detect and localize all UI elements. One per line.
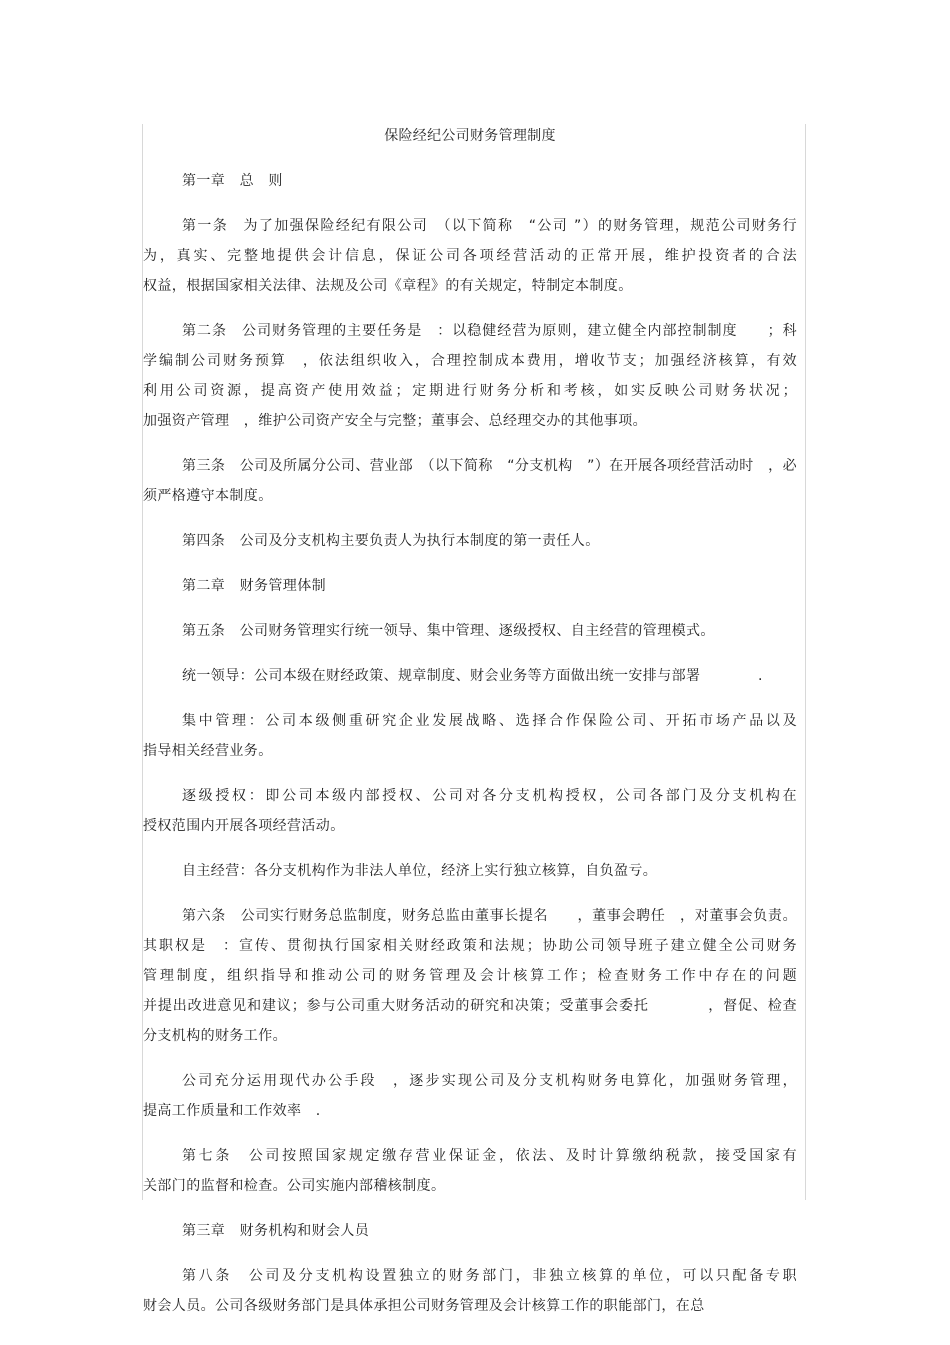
paragraph-line: 提高工作质量和工作效率 . (143, 1103, 321, 1119)
paragraph (143, 1216, 797, 1246)
paragraph-line: 分支机构的财务工作。 (143, 1028, 287, 1044)
document-title: 保险经纪公司财务管理制度 (384, 128, 556, 144)
paragraph (143, 526, 797, 556)
paragraph (143, 166, 797, 196)
paragraph-line: 第二章 财务管理体制 (182, 578, 326, 594)
paragraph (143, 856, 797, 886)
paragraph-line: 自主经营：各分支机构作为非法人单位，经济上实行独立核算，自负盈亏。 (182, 863, 658, 879)
page-right-border (805, 124, 806, 1200)
paragraph (143, 661, 797, 691)
paragraph-line: 第三章 财务机构和财会人员 (182, 1223, 370, 1239)
paragraph (143, 901, 797, 1051)
paragraph-line: 统一领导：公司本级在财经政策、规章制度、财会业务等方面做出统一安排与部署 . (182, 668, 763, 684)
paragraph-line: 加强资产管理 ，维护公司资产安全与完整；董事会、总经理交办的其他事项。 (143, 413, 647, 429)
paragraph (143, 1261, 797, 1321)
paragraph-line: 第二条 公司财务管理的主要任务是 ：以稳健经营为原则，建立健全内部控制制度 ；科 (182, 323, 797, 339)
paragraph-line: 利用公司资源，提高资产使用效益；定期进行财务分析和考核，如实反映公司财务状况； (143, 383, 797, 399)
paragraph (143, 781, 797, 841)
paragraph-line: 财会人员。公司各级财务部门是具体承担公司财务管理及会计核算工作的职能部门，在总 (143, 1298, 705, 1314)
paragraph-line: 第三条 公司及所属分公司、营业部 （以下简称 “分支机构 ”）在开展各项经营活动时 ，必 (182, 458, 797, 474)
paragraph-line: 其职权是 ：宣传、贯彻执行国家相关财经政策和法规；协助公司领导班子建立健全公司财务 (143, 938, 797, 954)
paragraph-line: 第八条 公司及分支机构设置独立的财务部门，非独立核算的单位，可以只配备专职 (182, 1268, 797, 1284)
document-page (143, 126, 797, 1336)
paragraph-line: 第五条 公司财务管理实行统一领导、集中管理、逐级授权、自主经营的管理模式。 (182, 623, 715, 639)
paragraph-line: 授权范围内开展各项经营活动。 (143, 818, 345, 834)
paragraph-line: 关部门的监督和检查。公司实施内部稽核制度。 (143, 1178, 446, 1194)
paragraph-line: 公司充分运用现代办公手段 ，逐步实现公司及分支机构财务电算化，加强财务管理， (182, 1073, 797, 1089)
paragraph-line: 第七条 公司按照国家规定缴存营业保证金，依法、及时计算缴纳税款，接受国家有 (182, 1148, 797, 1164)
paragraph-line: 指导相关经营业务。 (143, 743, 273, 759)
paragraph (143, 1141, 797, 1201)
paragraph-line: 第四条 公司及分支机构主要负责人为执行本制度的第一责任人。 (182, 533, 600, 549)
paragraph-line: 第一章 总 则 (182, 173, 283, 189)
paragraph (143, 616, 797, 646)
paragraph-line: 第一条 为了加强保险经纪有限公司 （以下简称 “公司 ”）的财务管理，规范公司财务行 (182, 218, 797, 234)
paragraph (143, 571, 797, 601)
paragraph-line: 学编制公司财务预算 ，依法组织收入，合理控制成本费用，增收节支；加强经济核算，有效 (143, 353, 797, 369)
paragraph (143, 1066, 797, 1126)
paragraph (143, 211, 797, 301)
paragraph-line: 逐级授权：即公司本级内部授权、公司对各分支机构授权，公司各部门及分支机构在 (182, 788, 797, 804)
paragraph-line: 须严格遵守本制度。 (143, 488, 273, 504)
paragraph-line: 并提出改进意见和建议；参与公司重大财务活动的研究和决策；受董事会委托 ，督促、检查 (143, 998, 797, 1014)
paragraph-line: 管理制度，组织指导和推动公司的财务管理及会计核算工作；检查财务工作中存在的问题 (143, 968, 797, 984)
paragraph-line: 为，真实、完整地提供会计信息，保证公司各项经营活动的正常开展，维护投资者的合法 (143, 248, 797, 264)
paragraph-line: 集中管理：公司本级侧重研究企业发展战略、选择合作保险公司、开拓市场产品以及 (182, 713, 797, 729)
document-body (143, 166, 797, 1321)
paragraph (143, 451, 797, 511)
paragraph (143, 316, 797, 436)
paragraph (143, 706, 797, 766)
paragraph-line: 权益，根据国家相关法律、法规及公司《章程》的有关规定，特制定本制度。 (143, 278, 633, 294)
paragraph-line: 第六条 公司实行财务总监制度，财务总监由董事长提名 ，董事会聘任 ，对董事会负责。 (182, 908, 797, 924)
